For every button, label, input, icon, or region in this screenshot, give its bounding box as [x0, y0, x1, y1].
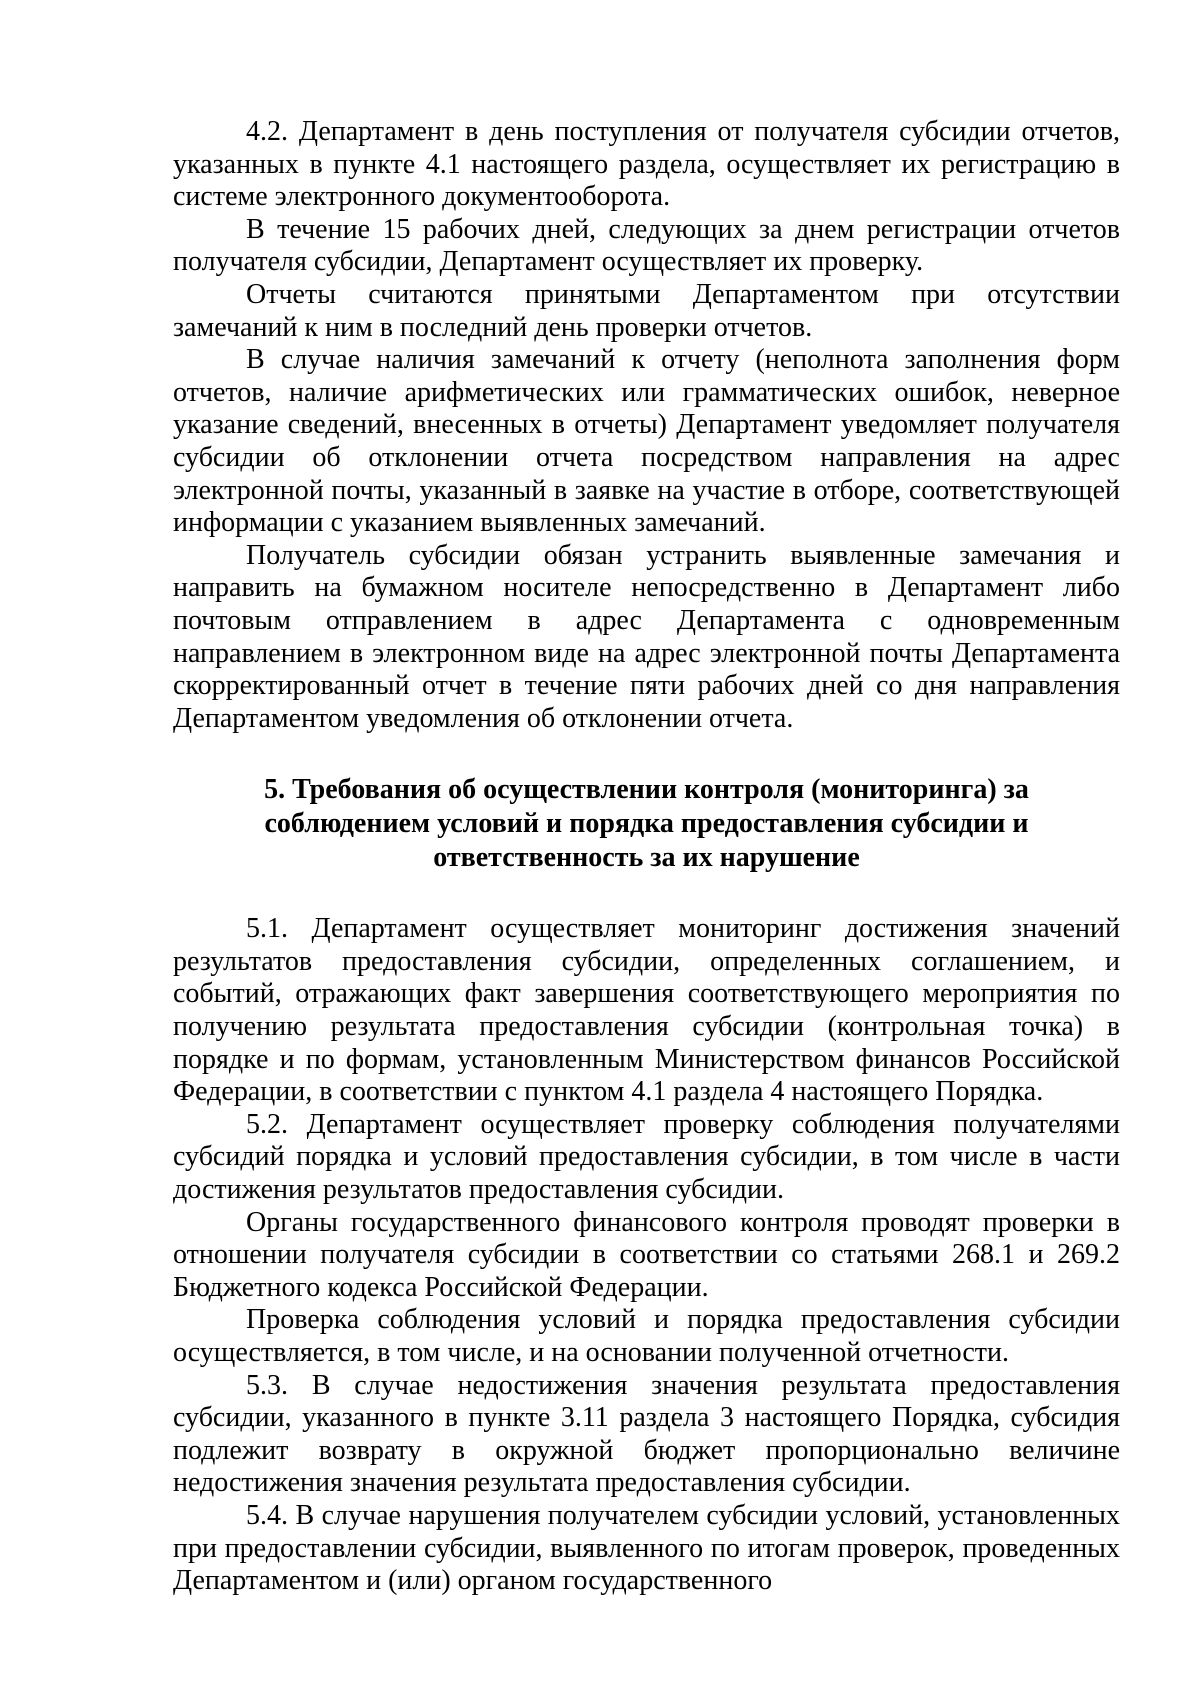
paragraph-review-period: В течение 15 рабочих дней, следующих за днем регистрации отчетов получателя субсидии, Департамент осуществляет их проверку.: [173, 213, 1120, 278]
paragraph-5-3: 5.3. В случае недостижения значения результата предоставления субсидии, указанного в пункте 3.11 раздела 3 настоящего Порядка, субсидия подлежит возврату в окружной бюджет пропорционально величине недостижения значения результата предоставления субсидии.: [173, 1369, 1120, 1499]
document-page: [173, 116, 1120, 1598]
paragraph-reports-accepted: Отчеты считаются принятыми Департаментом при отсутствии замечаний к ним в последний день проверки отчетов.: [173, 278, 1120, 343]
paragraph-remarks: В случае наличия замечаний к отчету (неполнота заполнения форм отчетов, наличие арифметических или грамматических ошибок, неверное указание сведений, внесенных в отчеты) Департамент уведомляет получателя субсидии об отклонении отчета посредством направления на адрес электронной почты, указанный в заявке на участие в отборе, соответствующей информации с указанием выявленных замечаний.: [173, 344, 1120, 539]
paragraph-recipient-obligation: Получатель субсидии обязан устранить выявленные замечания и направить на бумажном носителе непосредственно в Департамент либо почтовым отправлением в адрес Департамента с одновременным направлением в электронном виде на адрес электронной почты Департамента скорректированный отчет в течение пяти рабочих дней со дня направления Департаментом уведомления об отклонении отчета.: [173, 539, 1120, 734]
paragraph-5-2: 5.2. Департамент осуществляет проверку соблюдения получателями субсидий порядка и условий предоставления субсидии, в том числе в части достижения результатов предоставления субсидии.: [173, 1108, 1120, 1206]
paragraph-5-1: 5.1. Департамент осуществляет мониторинг достижения значений результатов предоставления субсидии, определенных соглашением, и событий, отражающих факт завершения соответствующего мероприятия по получению результата предоставления субсидии (контрольная точка) в порядке и по формам, установленным Министерством финансов Российской Федерации, в соответствии с пунктом 4.1 раздела 4 настоящего Порядка.: [173, 913, 1120, 1108]
paragraph-financial-control: Органы государственного финансового контроля проводят проверки в отношении получателя субсидии в соответствии со статьями 268.1 и 269.2 Бюджетного кодекса Российской Федерации.: [173, 1206, 1120, 1303]
paragraph-5-4: 5.4. В случае нарушения получателем субсидии условий, установленных при предоставлении субсидии, выявленного по итогам проверок, проведенных Департаментом и (или) органом государственного: [173, 1499, 1120, 1597]
section-5-heading: 5. Требования об осуществлении контроля (мониторинга) за соблюдением условий и порядка предоставления субсидии и ответственность за их нарушение: [264, 774, 1029, 874]
paragraph-4-2: 4.2. Департамент в день поступления от получателя субсидии отчетов, указанных в пункте 4.1 настоящего раздела, осуществляет их регистрацию в системе электронного документооборота.: [173, 116, 1120, 213]
paragraph-compliance-check: Проверка соблюдения условий и порядка предоставления субсидии осуществляется, в том числе, и на основании полученной отчетности.: [173, 1304, 1120, 1368]
